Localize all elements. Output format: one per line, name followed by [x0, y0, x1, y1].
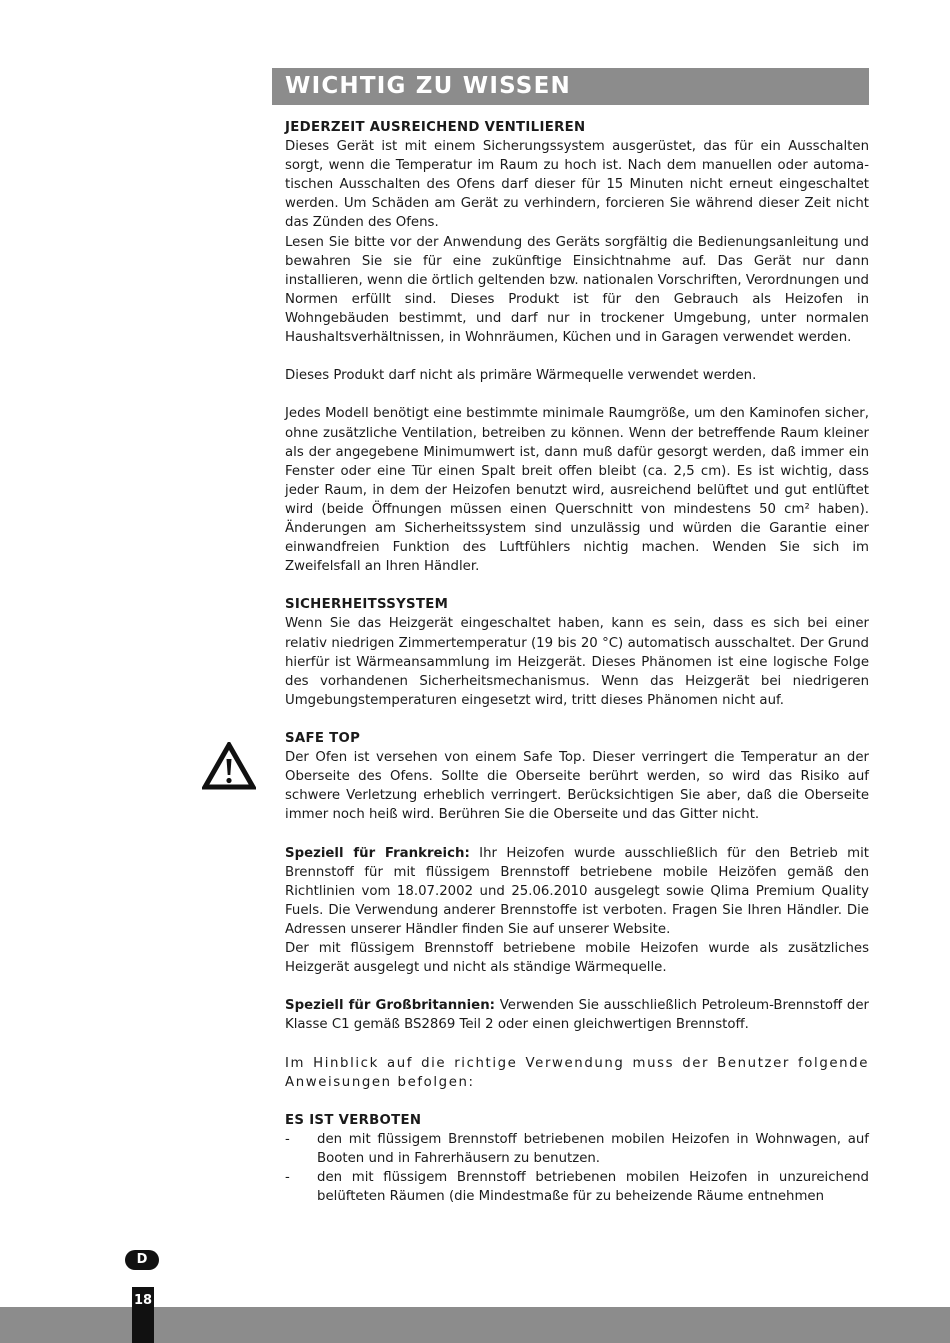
- uk-label: Speziell für Großbritannien:: [285, 998, 495, 1014]
- list-dash: -: [285, 1170, 290, 1186]
- list-dash: -: [285, 1131, 290, 1147]
- paragraph: Der Ofen ist versehen von einem Safe Top. Dieser verringert die Temperatur an der Oberseite des Ofens. Sollte die Oberseite berührt werden, so wird das Risiko auf schwere Verletzung erheblich verringert. Berücksichtigen Sie aber, daß die Oberseite immer noch heiß wird. Berühren Sie die Oberseite und das Gitter nicht.: [285, 750, 869, 823]
- paragraph-uk: [285, 996, 869, 1034]
- list-item-text: den mit flüssigem Brennstoff betriebenen mobilen Heizofen in unzureichend belüfteten Räumen (die Mindestmaße für zu beheizende Räume entnehmen: [317, 1170, 869, 1205]
- page-title: WICHTIG ZU WISSEN: [272, 68, 869, 105]
- paragraph: Lesen Sie bitte vor der Anwendung des Geräts sorgfältig die Bedienungsanleitung und bewahren Sie sie für eine zukünftige Einsichtnahme auf. Das Gerät nur dann installieren, wenn die örtlich geltenden bzw. nationalen Vorschriften, Verordnungen und Normen erfüllt sind. Dieses Produkt ist für den Gebrauch als Heizofen in Wohngebäuden bestimmt, und darf nur in trockener Umgebung, unter normalen Haushaltsverhältnissen, in Wohnräumen, Küchen und in Garagen verwendet werden.: [285, 234, 869, 346]
- list-item: [285, 1130, 869, 1168]
- document-body: [285, 118, 869, 1206]
- language-badge: D: [125, 1250, 159, 1270]
- paragraph: Im Hinblick auf die richtige Verwendung muss der Benutzer folgende Anweisungen befolgen:: [285, 1055, 869, 1090]
- section-heading-safety-system: SICHERHEITSSYSTEM: [285, 597, 449, 613]
- section-heading-ventilation: JEDERZEIT AUSREICHEND VENTILIEREN: [285, 120, 586, 135]
- section-heading-forbidden: ES IST VERBOTEN: [285, 1112, 422, 1128]
- paragraph: Wenn Sie das Heizgerät eingeschaltet haben, kann es sein, dass es sich bei einer relativ niedrigen Zimmertemperatur (19 bis 20 °C) automatisch ausschaltet. Der Grund hierfür ist Wärmeansammlung im Heizgerät. Dieses Phänomen ist eine logische Folge des vorhandenen Sicherheitsmechanismus. Wenn das Heizgerät bei niedrigeren Umgebungstemperaturen eingesetzt wird, tritt dieses Phänomen nicht auf.: [285, 616, 869, 708]
- list-item-text: den mit flüssigem Brennstoff betriebenen mobilen Heizofen in Wohnwagen, auf Booten und in Fahrerhäusern zu benutzen.: [317, 1131, 869, 1167]
- france-label: Speziell für Frankreich:: [285, 845, 470, 861]
- paragraph: Jedes Modell benötigt eine bestimmte minimale Raumgröße, um den Kaminofen sicher, ohne zusätzliche Ventilation, betreiben zu können. Wenn der betreffende Raum kleiner als der angegebene Minimumwert ist, dann muß dafür gesorgt werden, daß immer ein Fenster oder eine Tür einen Spalt breit offen bleibt (ca. 2,5 cm). Es ist wichtig, dass jeder Raum, in dem der Heizofen benutzt wird, ausreichend belüftet und gut entlüftet wird (beide Öffnungen müssen einen Querschnitt von mindestens 50 cm² haben). Änderungen am Sicherheitssystem sind unzulässig und würden die Garantie einer einwandfreien Funktion des Luftfühlers nichtig machen. Wenden Sie sich im Zweifelsfall an Ihren Händler.: [285, 406, 869, 575]
- list-item: [285, 1168, 869, 1206]
- section-heading-safe-top: SAFE TOP: [285, 731, 361, 746]
- warning-triangle-icon: [202, 742, 256, 790]
- paragraph: Dieses Produkt darf nicht als primäre Wärmequelle verwendet werden.: [285, 368, 757, 384]
- france-text: Ihr Heizofen wurde ausschließlich für den Betrieb mit Brennstoff für mit flüssigem Brennstoff betriebene mobile Heizöfen gemäß den Richtlinien vom 18.07.2002 und 25.06.2010 ausgelegt sowie Qlima Premium Quality Fuels. Die Verwendung anderer Brennstoffe ist verboten. Fragen Sie Ihren Händler. Die Adressen unserer Händler finden Sie auf unserer Website.: [285, 845, 870, 937]
- page-number: 18: [132, 1287, 154, 1343]
- paragraph: Der mit flüssigem Brennstoff betriebene mobile Heizofen wurde als zusätzliches Heizgerät ausgelegt und nicht als ständige Wärmequelle.: [285, 941, 869, 976]
- uk-text: Verwenden Sie ausschließlich Petroleum-Brennstoff der Klasse C1 gemäß BS2869 Teil 2 oder einen gleichwertigen Brennstoff.: [285, 998, 869, 1033]
- paragraph-france: [285, 844, 869, 939]
- paragraph: Dieses Gerät ist mit einem Sicherungssystem ausgerüstet, das für ein Ausschalten sorgt, wenn die Temperatur im Raum zu hoch ist. Nach dem manuellen oder automa-tischen Ausschalten des Ofens darf dieser für 15 Minuten nicht erneut eingeschaltet werden. Um Schäden am Gerät zu verhindern, forcieren Sie während dieser Zeit nicht das Zünden des Ofens.: [285, 139, 869, 231]
